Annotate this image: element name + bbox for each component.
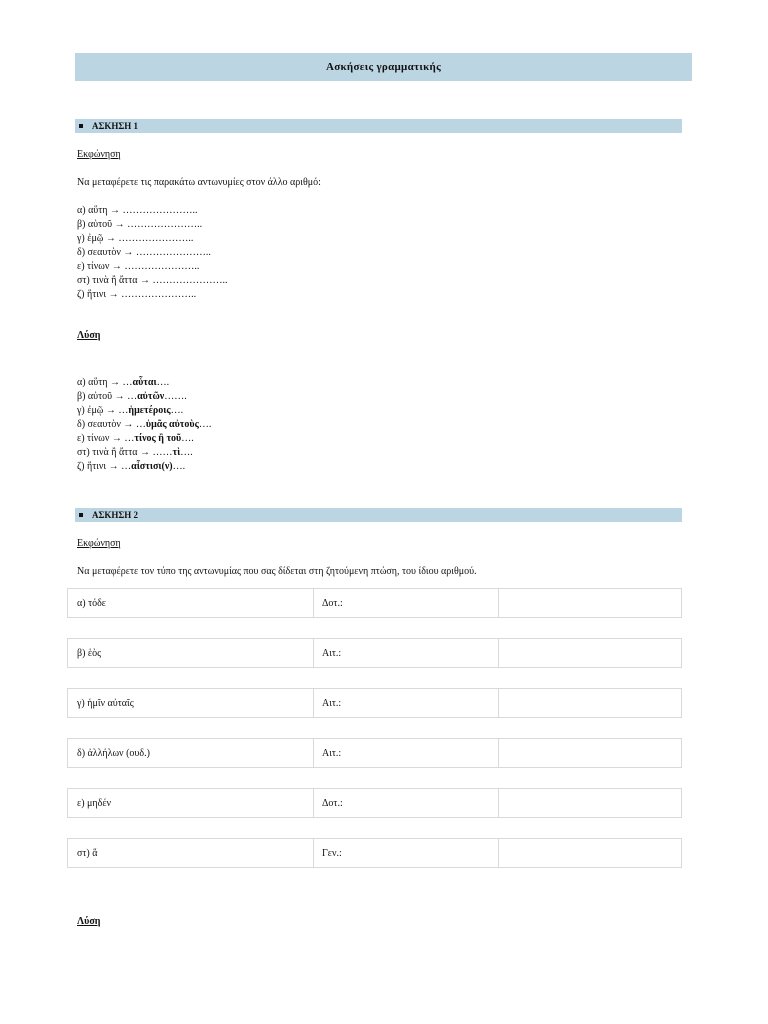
solution-item <box>77 390 211 404</box>
solution-answer: αὗται <box>132 377 157 388</box>
solution-suffix: …. <box>172 461 186 472</box>
solution-answer: αἷστισι(ν) <box>131 461 173 472</box>
table-row <box>67 788 682 818</box>
answer-cell <box>499 789 681 817</box>
solution-answer: ἡμετέροις <box>128 405 171 416</box>
form-cell: δ) ἀλλήλων (ουδ.) <box>68 739 314 767</box>
solution-prefix: α) αὕτη → … <box>77 377 133 388</box>
solution-suffix: …. <box>198 419 212 430</box>
list-item: στ) τινὰ ἢ ἄττα → ………………….. <box>77 275 228 286</box>
solution-suffix: …. <box>180 447 193 458</box>
case-cell: Γεν.: <box>314 839 499 867</box>
exercise-1-items <box>77 204 227 302</box>
answer-cell <box>499 839 681 867</box>
list-item: γ) ἐμῷ → ………………….. <box>77 233 194 244</box>
solution-item <box>77 418 211 432</box>
solution-suffix: …. <box>156 377 170 388</box>
exercise-2-statement-label: Εκφώνηση <box>77 538 121 549</box>
exercise-1-heading <box>75 119 682 133</box>
case-cell: Αιτ.: <box>314 639 499 667</box>
table-row <box>67 838 682 868</box>
list-item: ζ) ἥτινι → ………………….. <box>77 289 197 300</box>
form-cell: α) τόδε <box>68 589 314 617</box>
exercise-1-solutions <box>77 376 211 474</box>
solution-suffix: …. <box>181 433 194 444</box>
exercise-1-statement-label: Εκφώνηση <box>77 149 121 160</box>
solution-item <box>77 376 211 390</box>
solution-item <box>77 446 211 460</box>
solution-answer: τὶ <box>172 447 181 458</box>
exercise-1-solution-label: Λύση <box>77 330 101 341</box>
case-cell: Δοτ.: <box>314 589 499 617</box>
solution-prefix: ζ) ἥτινι → … <box>77 461 132 472</box>
answer-cell <box>499 589 681 617</box>
table-row <box>67 738 682 768</box>
exercise-2-heading-text: ΑΣΚΗΣΗ 2 <box>92 510 139 520</box>
solution-prefix: β) αὐτοῦ → … <box>77 391 138 402</box>
table-row <box>67 688 682 718</box>
exercise-1-heading-text: ΑΣΚΗΣΗ 1 <box>92 121 139 131</box>
case-cell: Αιτ.: <box>314 689 499 717</box>
list-item: ε) τίνων → ………………….. <box>77 261 200 272</box>
case-cell: Αιτ.: <box>314 739 499 767</box>
solution-prefix: στ) τινὰ ἢ ἄττα → …… <box>77 447 173 458</box>
exercise-2-instruction: Να μεταφέρετε τον τύπο της αντωνυμίας που σας δίδεται στη ζητούμενη πτώση, του ίδιου αριθμού. <box>77 566 477 577</box>
form-cell: β) ἑὸς <box>68 639 314 667</box>
document-title: Ασκήσεις γραμματικής <box>75 53 692 81</box>
exercise-1-instruction: Να μεταφέρετε τις παρακάτω αντωνυμίες στον άλλο αριθμό: <box>77 177 321 188</box>
table-row <box>67 638 682 668</box>
solution-prefix: γ) ἐμῷ → … <box>77 405 129 416</box>
solution-answer: ὑμᾶς αὐτοὺς <box>145 419 199 430</box>
bullet-icon <box>79 124 83 128</box>
form-cell: ε) μηδέν <box>68 789 314 817</box>
solution-item <box>77 432 211 446</box>
list-item: α) αὕτη → ………………….. <box>77 205 198 216</box>
solution-item <box>77 460 211 474</box>
exercise-2-solution-label: Λύση <box>77 916 101 927</box>
case-cell: Δοτ.: <box>314 789 499 817</box>
answer-cell <box>499 639 681 667</box>
solution-answer: αὐτῶν <box>137 391 165 402</box>
solution-prefix: δ) σεαυτὸν → … <box>77 419 146 430</box>
answer-cell <box>499 739 681 767</box>
solution-suffix: ……. <box>164 391 187 402</box>
table-row <box>67 588 682 618</box>
solution-prefix: ε) τίνων → … <box>77 433 135 444</box>
bullet-icon <box>79 513 83 517</box>
solution-suffix: …. <box>170 405 184 416</box>
list-item: β) αὐτοῦ → ………………….. <box>77 219 203 230</box>
solution-answer: τίνος ἢ τοῦ <box>134 433 182 444</box>
form-cell: γ) ἡμῖν αὐταῖς <box>68 689 314 717</box>
solution-item <box>77 404 211 418</box>
list-item: δ) σεαυτὸν → ………………….. <box>77 247 211 258</box>
answer-cell <box>499 689 681 717</box>
form-cell: στ) ἅ <box>68 839 314 867</box>
exercise-2-heading <box>75 508 682 522</box>
